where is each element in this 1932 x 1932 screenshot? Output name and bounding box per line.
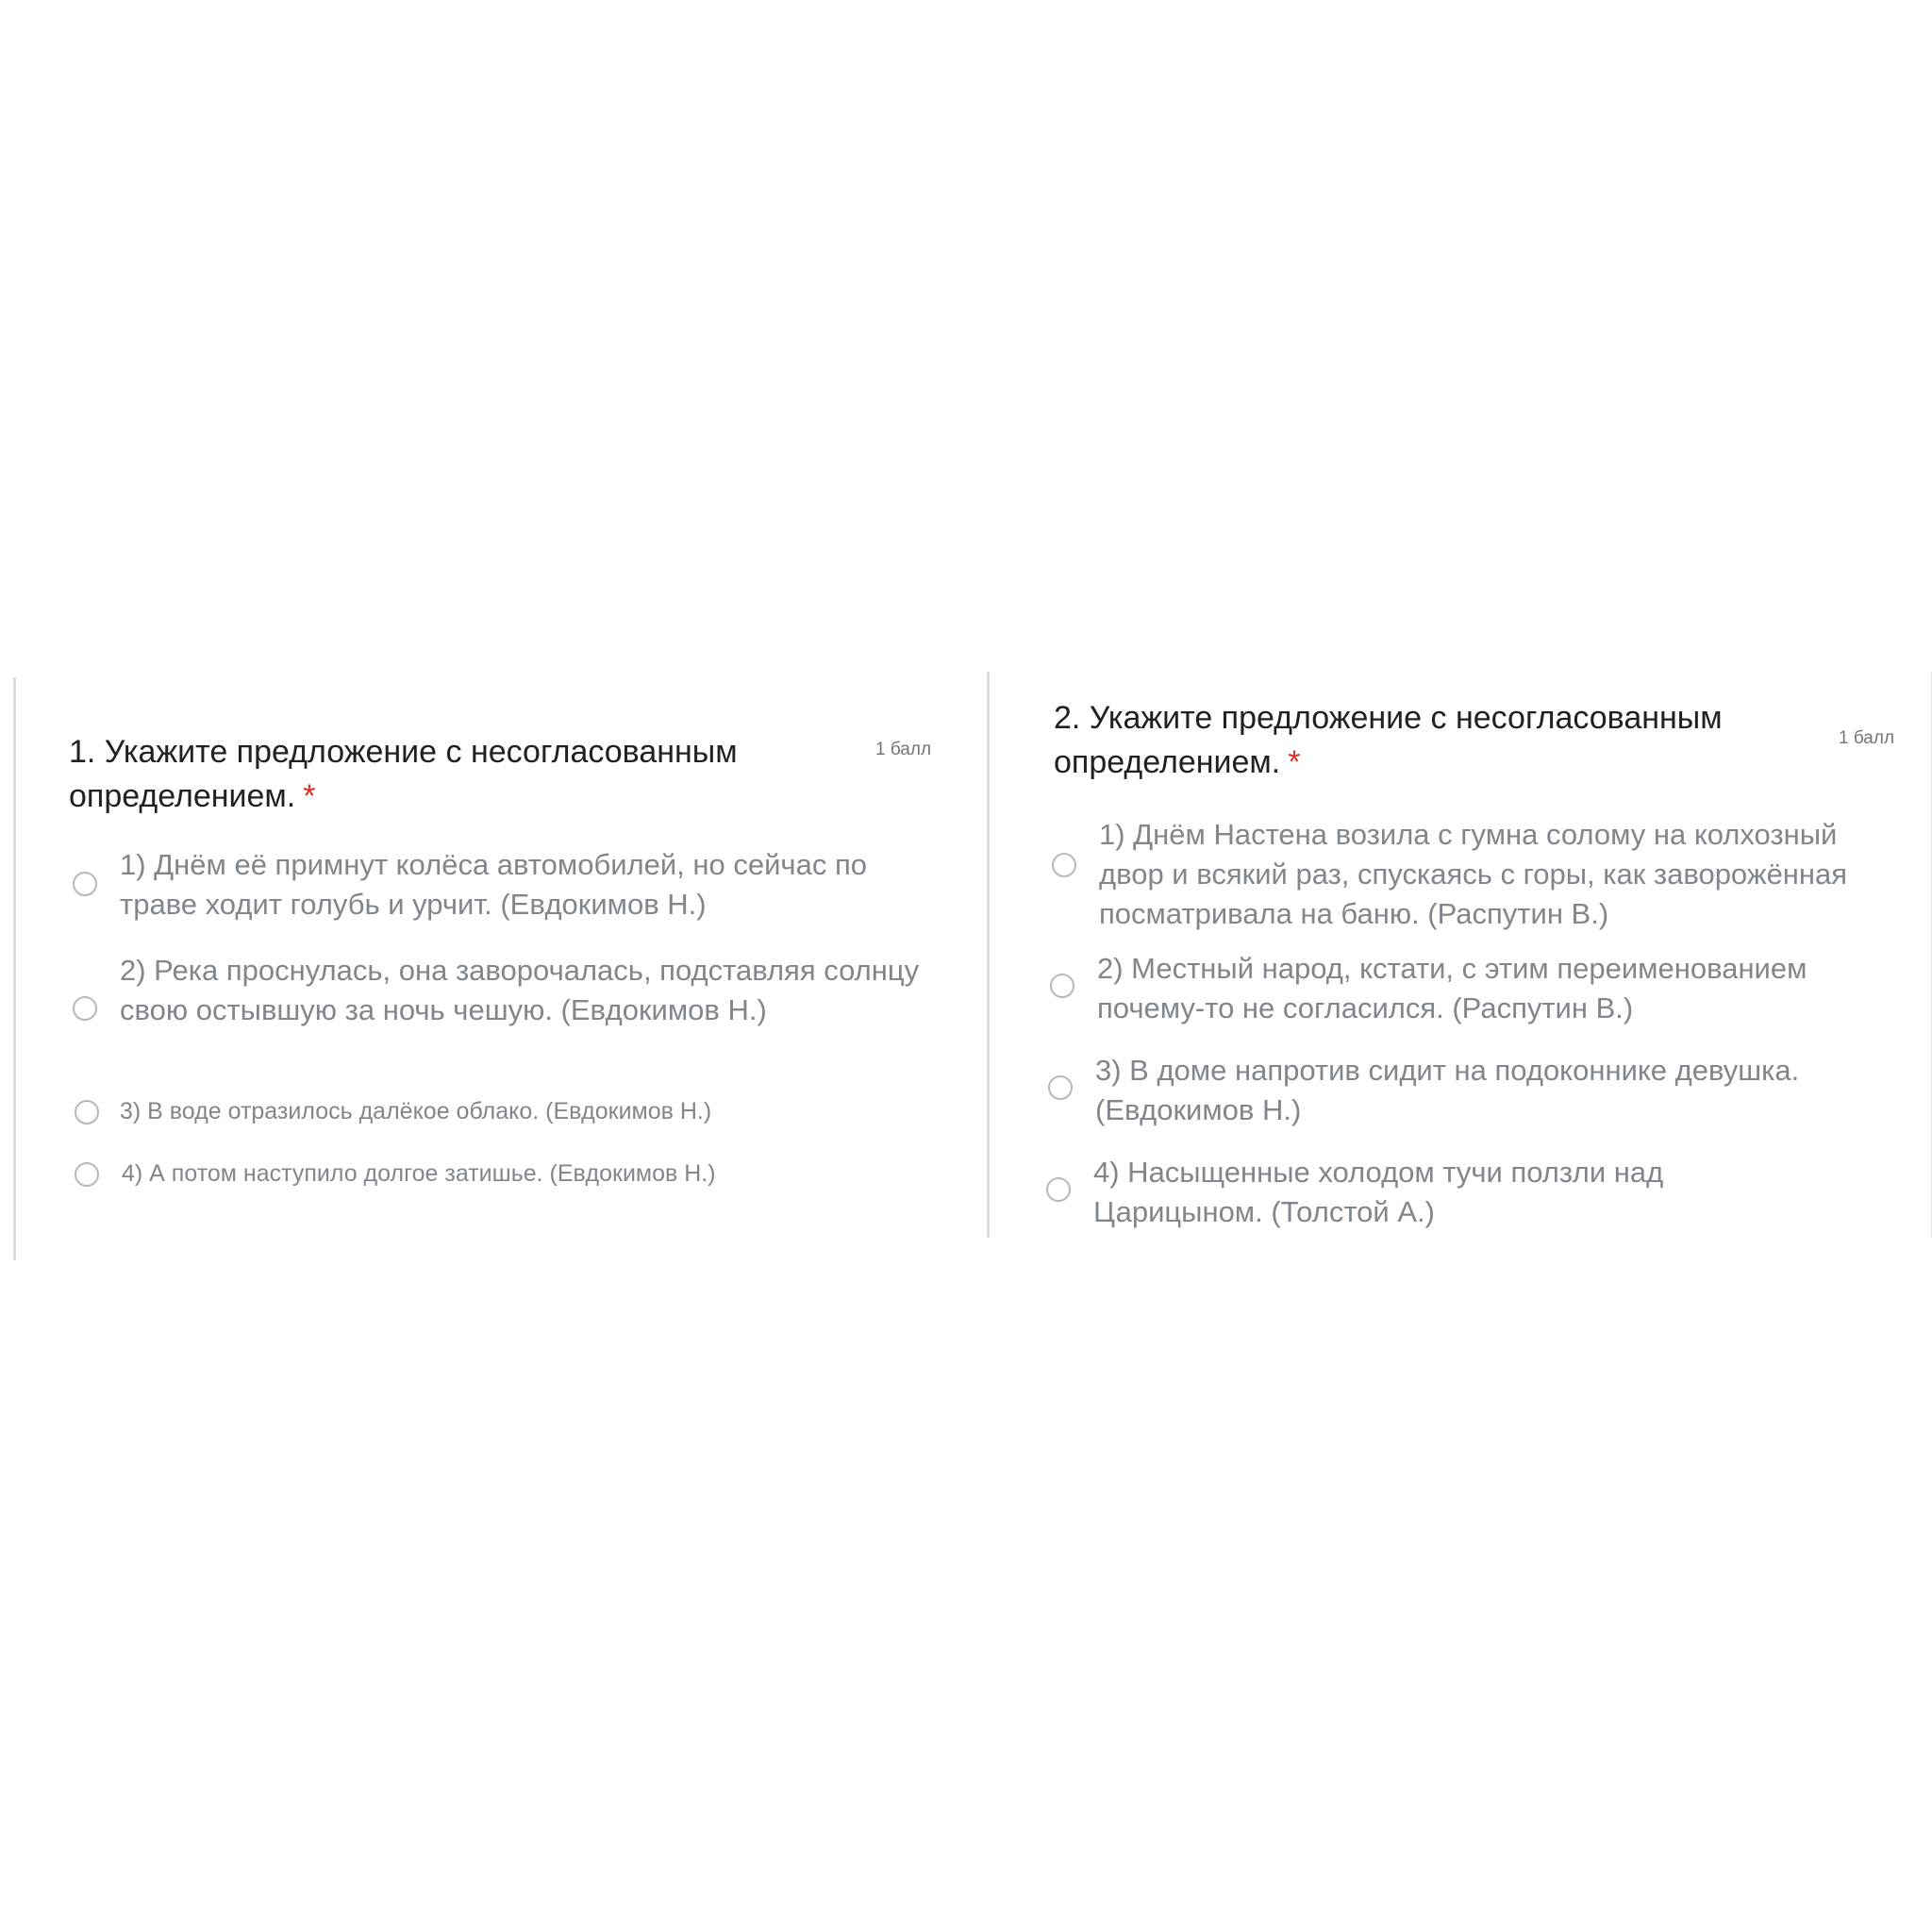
option-label: 3) В воде отразилось далёкое облако. (Евдокимов Н.) (120, 1098, 712, 1124)
option-label: 2) Река проснулась, она заворочалась, подставляя солнцу свою остывшую за ночь чешую. (Евдокимов Н.) (120, 954, 920, 1026)
points-label: 1 балл (875, 740, 932, 759)
required-asterisk: * (303, 778, 316, 814)
radio-button[interactable] (73, 872, 97, 896)
option-label: 2) Местный народ, кстати, с этим переименованием почему-то не согласился. (Распутин В.) (1097, 952, 1807, 1024)
points-label: 1 балл (1839, 728, 1895, 748)
option-label: 4) А потом наступило долгое затишье. (Евдокимов Н.) (122, 1160, 716, 1187)
question-title (69, 730, 842, 819)
option-label: 1) Днём её примнут колёса автомобилей, но сейчас по траве ходит голубь и урчит. (Евдокимов Н.) (120, 848, 867, 921)
radio-button[interactable] (1050, 974, 1074, 998)
required-asterisk: * (1288, 744, 1301, 780)
radio-button[interactable] (1052, 853, 1076, 877)
radio-button[interactable] (1046, 1177, 1071, 1202)
question-card-2 (987, 672, 1932, 1238)
radio-button[interactable] (75, 1100, 99, 1124)
option-label: 1) Днём Настена возила с гумна солому на колхозный двор и всякий раз, спускаясь с горы, как заворожённая посматривала на баню. (Распутин В.) (1099, 818, 1848, 930)
option-label: 4) Насыщенные холодом тучи ползли над Царицыном. (Толстой А.) (1093, 1156, 1664, 1228)
question-title-text: 1. Укажите предложение с несогласованным определением. (69, 734, 738, 814)
question-title-text: 2. Укажите предложение с несогласованным определением. (1054, 700, 1723, 780)
question-card-1 (13, 677, 986, 1260)
radio-button[interactable] (1048, 1075, 1073, 1100)
radio-button[interactable] (73, 996, 97, 1021)
radio-button[interactable] (75, 1162, 99, 1187)
option-label: 3) В доме напротив сидит на подоконнике девушка. (Евдокимов Н.) (1095, 1054, 1800, 1126)
question-title (1054, 696, 1771, 785)
